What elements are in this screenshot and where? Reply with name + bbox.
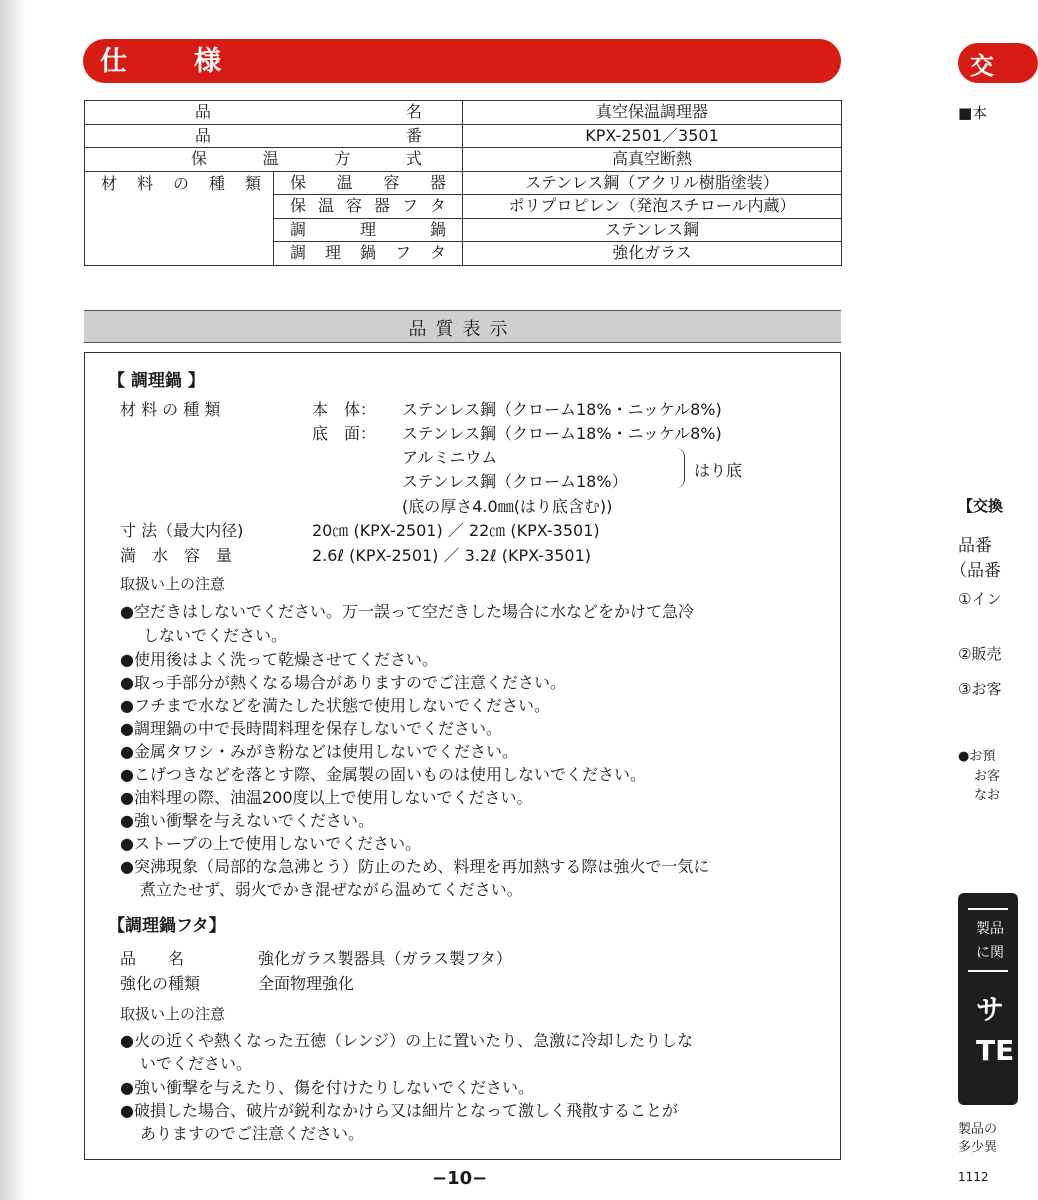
spec-materials-label [85, 174, 273, 194]
pot-note: ●空だきはしないでください。万一誤って空だきした場合に水などをかけて急冷 [120, 602, 694, 621]
pot-note: ●調理鍋の中で長時間料理を保存しないでください。 [120, 719, 502, 738]
spec-material-part [274, 243, 462, 263]
pot-note: しないでください。 [143, 626, 288, 645]
pot-size-value: 20㎝ (KPX-2501) ／ 22㎝ (KPX-3501) [312, 521, 600, 540]
label-char: 容 [345, 196, 362, 216]
label-char: 容 [383, 172, 400, 192]
pot-material-label: 材 料 の 種 類 [120, 400, 221, 419]
contact-box-rule [968, 908, 1008, 910]
lid-note: ありますのでご注意ください。 [140, 1124, 365, 1143]
spec-row-model [85, 124, 842, 148]
label-char: 温 [262, 149, 279, 169]
pot-bottom-value: ステンレス鋼（クローム18%・ニッケル8%) [402, 424, 722, 443]
pot-heading: 【 調理鍋 】 [108, 371, 205, 391]
right-page-header-char: 交 [970, 52, 994, 80]
contact-box-text: に関 [976, 945, 1004, 961]
label-char: 品 [195, 102, 212, 122]
label-char: の [172, 173, 189, 193]
label-char: 器 [373, 196, 390, 216]
lid-type-value: 全面物理強化 [258, 974, 355, 993]
pot-capacity-value: 2.6ℓ (KPX-2501) ／ 3.2ℓ (KPX-3501) [312, 546, 592, 565]
pot-note: ●フチまで水などを満たした状態で使用しないでください。 [120, 696, 550, 715]
pot-note: ●強い衝撃を与えないでください。 [120, 811, 374, 830]
label-char: 鍋 [359, 243, 376, 263]
spec-value-name: 真空保温調理器 [463, 101, 842, 125]
pot-body-label: 本 体： [312, 400, 377, 419]
pot-note: ●取っ手部分が熱くなる場合がありますのでご注意ください。 [120, 673, 566, 692]
label-char: 理 [324, 243, 341, 263]
label-char: 式 [405, 149, 422, 169]
quality-header-bar [84, 310, 841, 343]
contact-box-text: TE [976, 1034, 1015, 1067]
label-char: 材 [101, 173, 118, 193]
label-char: タ [429, 196, 446, 216]
spec-label-name [85, 102, 462, 122]
spec-material-part [274, 173, 462, 193]
contact-box-text: 製品 [976, 921, 1004, 937]
right-line: ③お客 [958, 680, 1002, 698]
spec-label-insulation [85, 149, 462, 169]
right-footer-text: 多少異 [958, 1140, 998, 1155]
spec-title: 仕 様 [100, 46, 241, 77]
lid-type-label: 強化の種類 [120, 974, 201, 993]
label-char: 保 [290, 172, 307, 192]
label-char: タ [429, 243, 446, 263]
label-char: フ [401, 196, 418, 216]
pot-note: ●ストーブの上で使用しないでください。 [120, 834, 422, 853]
pot-thickness: (底の厚さ4.0㎜(はり底含む)) [402, 497, 613, 516]
lid-note: いでください。 [140, 1054, 253, 1073]
quality-title: 品質表示 [408, 319, 517, 340]
right-line: （品番 [950, 561, 1001, 581]
spec-table [84, 100, 842, 266]
label-char: 番 [405, 125, 422, 145]
contact-box-text: サ [976, 993, 1005, 1026]
lid-note: ●強い衝撃を与えたり、傷を付けたりしないでください。 [120, 1078, 534, 1097]
right-line: ●お預 [958, 749, 996, 764]
right-footer-text: 製品の [958, 1122, 998, 1137]
label-char: 器 [429, 172, 446, 192]
pot-clad-label: はり底 [694, 461, 743, 480]
spec-material-value: 強化ガラス [463, 242, 842, 266]
label-char: 温 [317, 196, 334, 216]
label-char: 類 [244, 173, 261, 193]
label-char: 名 [405, 102, 422, 122]
lid-heading: 【調理鍋フタ】 [108, 916, 226, 936]
label-char: 調 [290, 219, 307, 239]
page-edge-shadow [0, 0, 26, 1200]
pot-capacity-label: 満 水 容 量 [120, 546, 233, 565]
label-char: フ [394, 243, 411, 263]
right-line: 品番 [958, 536, 992, 556]
label-char: 温 [336, 172, 353, 192]
pot-note: ●金属タワシ・みがき粉などは使用しないでください。 [120, 742, 518, 761]
right-line: ①イン [958, 590, 1002, 608]
pot-note: 煮立たせず、弱火でかき混ぜながら温めてください。 [140, 880, 523, 899]
spec-material-value: ステンレス鋼 [463, 218, 842, 242]
pot-bottom-label: 底 面： [312, 424, 377, 443]
label-char: 料 [136, 173, 153, 193]
lid-note: ●火の近くや熱くなった五徳（レンジ）の上に置いたり、急激に冷却したりしな [120, 1031, 694, 1050]
spec-material-value: ポリプロピレン（発泡スチロール内蔵） [463, 195, 842, 219]
pot-aluminium: アルミニウム [402, 448, 498, 467]
label-char: 方 [334, 149, 351, 169]
spec-label-model [85, 126, 462, 146]
contact-box-rule [968, 970, 1008, 972]
label-char: 理 [359, 219, 376, 239]
pot-note: ●油料理の際、油温200度以上で使用しないでください。 [120, 788, 533, 807]
spec-row-name [85, 101, 842, 125]
pot-size-label: 寸 法（最大内径) [120, 521, 244, 540]
spec-material-part [274, 196, 462, 216]
spec-value-model: KPX-2501／3501 [463, 124, 842, 148]
label-char: 調 [290, 243, 307, 263]
pot-note: ●使用後はよく洗って乾燥させてください。 [120, 650, 438, 669]
right-line: ②販売 [958, 645, 1002, 663]
spec-row-material-0 [85, 171, 842, 195]
label-char: 保 [290, 196, 307, 216]
brace-shape [676, 448, 685, 488]
spec-material-part [274, 220, 462, 240]
label-char: 種 [208, 173, 225, 193]
page-number: −10− [432, 1168, 488, 1189]
spec-value-insulation: 高真空断熱 [463, 148, 842, 172]
pot-stainless-18: ステンレス鋼（クローム18%） [402, 472, 628, 491]
right-line: なお [974, 788, 1001, 803]
pot-note: ●突沸現象（局部的な急沸とう）防止のため、料理を再加熱する際は強火で一気に [120, 857, 710, 876]
pot-body-value: ステンレス鋼（クローム18%・ニッケル8%) [402, 400, 722, 419]
pot-note: ●こげつきなどを落とす際、金属製の固いものは使用しないでください。 [120, 765, 646, 784]
pot-notes-title: 取扱い上の注意 [120, 575, 226, 593]
right-line: お客 [974, 769, 1001, 784]
spec-material-value: ステンレス鋼（アクリル樹脂塗装） [463, 171, 842, 195]
spec-row-insulation [85, 148, 842, 172]
right-line: ■本 [958, 104, 988, 122]
label-char: 品 [195, 125, 212, 145]
label-char: 鍋 [429, 219, 446, 239]
right-line: 【交換 [958, 497, 1004, 515]
lid-note: ●破損した場合、破片が鋭利なかけら又は細片となって激しく飛散することが [120, 1101, 678, 1120]
lid-name-value: 強化ガラス製器具（ガラス製フタ） [258, 949, 512, 968]
lid-name-label: 品 名 [120, 949, 185, 968]
label-char: 保 [191, 149, 208, 169]
right-code: 1112 [958, 1170, 989, 1184]
lid-notes-title: 取扱い上の注意 [120, 1005, 226, 1023]
